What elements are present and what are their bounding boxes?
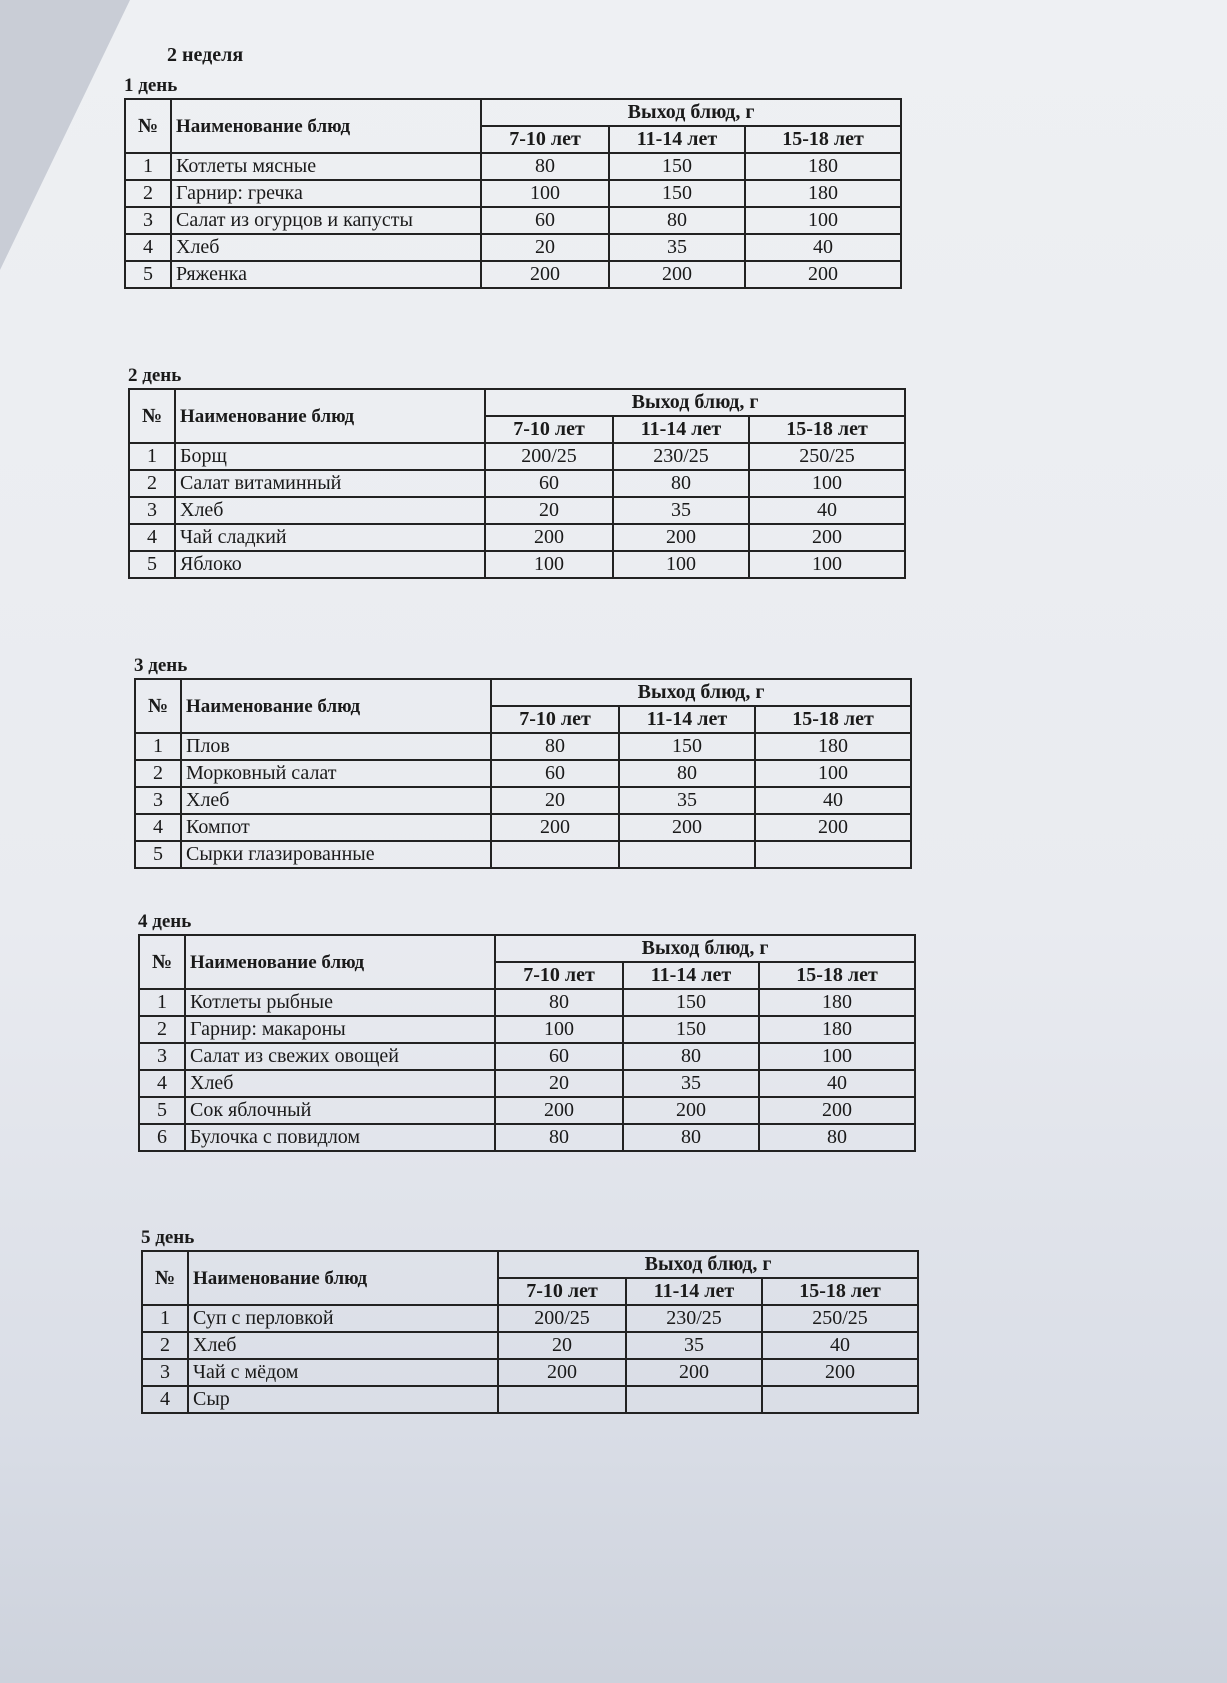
header-age: 15-18 лет [762, 1278, 918, 1305]
portion-7-10: 60 [491, 760, 619, 787]
row-num: 5 [135, 841, 181, 868]
table-row [142, 1332, 918, 1359]
header-age: 11-14 лет [613, 416, 749, 443]
portion-11-14 [619, 841, 755, 868]
header-age: 15-18 лет [755, 706, 911, 733]
dish-name: Сок яблочный [185, 1097, 495, 1124]
table-row [125, 180, 901, 207]
header-num: № [142, 1251, 188, 1305]
portion-11-14: 200 [626, 1359, 762, 1386]
portion-15-18: 200 [759, 1097, 915, 1124]
portion-15-18: 250/25 [749, 443, 905, 470]
table-row [142, 1305, 918, 1332]
portion-15-18: 80 [759, 1124, 915, 1151]
header-num: № [125, 99, 171, 153]
row-num: 1 [139, 989, 185, 1016]
header-name: Наименование блюд [181, 679, 491, 733]
row-num: 4 [129, 524, 175, 551]
portion-15-18: 100 [749, 470, 905, 497]
portion-11-14: 80 [623, 1124, 759, 1151]
portion-15-18: 180 [755, 733, 911, 760]
header-row [125, 99, 901, 126]
row-num: 2 [129, 470, 175, 497]
row-num: 5 [129, 551, 175, 578]
portion-11-14: 35 [626, 1332, 762, 1359]
header-num: № [139, 935, 185, 989]
table-row [135, 760, 911, 787]
portion-15-18: 180 [759, 1016, 915, 1043]
table-row [129, 524, 905, 551]
menu-table [138, 934, 916, 1152]
portion-15-18: 40 [759, 1070, 915, 1097]
dish-name: Хлеб [185, 1070, 495, 1097]
header-name: Наименование блюд [175, 389, 485, 443]
folded-corner [0, 0, 130, 270]
portion-11-14: 100 [613, 551, 749, 578]
menu-table [124, 98, 902, 289]
row-num: 6 [139, 1124, 185, 1151]
header-age: 11-14 лет [623, 962, 759, 989]
dish-name: Котлеты рыбные [185, 989, 495, 1016]
row-num: 3 [135, 787, 181, 814]
header-age: 7-10 лет [481, 126, 609, 153]
dish-name: Котлеты мясные [171, 153, 481, 180]
table-row [135, 787, 911, 814]
portion-7-10: 20 [495, 1070, 623, 1097]
dish-name: Хлеб [188, 1332, 498, 1359]
menu-table [134, 678, 912, 869]
row-num: 2 [125, 180, 171, 207]
dish-name: Яблоко [175, 551, 485, 578]
portion-11-14: 150 [609, 180, 745, 207]
table-row [139, 1016, 915, 1043]
header-age: 7-10 лет [498, 1278, 626, 1305]
row-num: 3 [125, 207, 171, 234]
portion-15-18: 100 [745, 207, 901, 234]
portion-11-14: 230/25 [613, 443, 749, 470]
dish-name: Сыр [188, 1386, 498, 1413]
portion-11-14: 200 [619, 814, 755, 841]
header-age: 15-18 лет [749, 416, 905, 443]
portion-7-10: 20 [498, 1332, 626, 1359]
portion-15-18: 250/25 [762, 1305, 918, 1332]
day-label: 1 день [124, 75, 178, 96]
row-num: 1 [129, 443, 175, 470]
table-row [142, 1386, 918, 1413]
portion-15-18: 200 [745, 261, 901, 288]
dish-name: Гарнир: макароны [185, 1016, 495, 1043]
menu-table [128, 388, 906, 579]
dish-name: Плов [181, 733, 491, 760]
portion-11-14 [626, 1386, 762, 1413]
dish-name: Борщ [175, 443, 485, 470]
portion-11-14: 150 [623, 989, 759, 1016]
table-row [135, 814, 911, 841]
portion-11-14: 230/25 [626, 1305, 762, 1332]
dish-name: Салат из огурцов и капусты [171, 207, 481, 234]
portion-11-14: 35 [609, 234, 745, 261]
header-name: Наименование блюд [188, 1251, 498, 1305]
table-row [139, 1097, 915, 1124]
dish-name: Чай сладкий [175, 524, 485, 551]
dish-name: Ряженка [171, 261, 481, 288]
portion-7-10: 20 [491, 787, 619, 814]
portion-15-18: 40 [749, 497, 905, 524]
portion-7-10 [498, 1386, 626, 1413]
portion-7-10: 200/25 [485, 443, 613, 470]
table-row [135, 841, 911, 868]
header-age: 11-14 лет [619, 706, 755, 733]
table-row [129, 443, 905, 470]
day-label: 3 день [134, 655, 188, 676]
portion-7-10: 80 [491, 733, 619, 760]
table-row [129, 551, 905, 578]
row-num: 3 [129, 497, 175, 524]
portion-7-10: 60 [495, 1043, 623, 1070]
portion-11-14: 80 [613, 470, 749, 497]
day-label: 4 день [138, 911, 192, 932]
row-num: 4 [142, 1386, 188, 1413]
table-row [139, 989, 915, 1016]
portion-11-14: 35 [619, 787, 755, 814]
day-section [124, 76, 904, 289]
portion-15-18: 200 [755, 814, 911, 841]
header-output-group: Выход блюд, г [498, 1251, 918, 1278]
header-num: № [135, 679, 181, 733]
row-num: 2 [135, 760, 181, 787]
header-age: 7-10 лет [495, 962, 623, 989]
portion-15-18 [762, 1386, 918, 1413]
dish-name: Салат из свежих овощей [185, 1043, 495, 1070]
portion-7-10 [491, 841, 619, 868]
portion-7-10: 60 [481, 207, 609, 234]
portion-7-10: 100 [481, 180, 609, 207]
portion-7-10: 80 [495, 989, 623, 1016]
day-label: 5 день [141, 1227, 195, 1248]
header-age: 15-18 лет [745, 126, 901, 153]
table-row [139, 1070, 915, 1097]
portion-11-14: 150 [623, 1016, 759, 1043]
header-num: № [129, 389, 175, 443]
header-row [129, 389, 905, 416]
day-section [141, 1228, 921, 1414]
portion-15-18: 100 [755, 760, 911, 787]
header-output-group: Выход блюд, г [481, 99, 901, 126]
header-output-group: Выход блюд, г [495, 935, 915, 962]
portion-15-18: 40 [745, 234, 901, 261]
row-num: 4 [125, 234, 171, 261]
dish-name: Булочка с повидлом [185, 1124, 495, 1151]
page-title: 2 неделя [167, 44, 244, 66]
dish-name: Чай с мёдом [188, 1359, 498, 1386]
row-num: 4 [139, 1070, 185, 1097]
portion-11-14: 200 [613, 524, 749, 551]
portion-15-18 [755, 841, 911, 868]
portion-11-14: 150 [619, 733, 755, 760]
header-row [139, 935, 915, 962]
row-num: 5 [139, 1097, 185, 1124]
header-row [142, 1251, 918, 1278]
table-row [125, 261, 901, 288]
row-num: 5 [125, 261, 171, 288]
dish-name: Сырки глазированные [181, 841, 491, 868]
day-section [134, 656, 914, 869]
portion-7-10: 200 [491, 814, 619, 841]
dish-name: Суп с перловкой [188, 1305, 498, 1332]
header-age: 15-18 лет [759, 962, 915, 989]
day-label: 2 день [128, 365, 182, 386]
portion-7-10: 60 [485, 470, 613, 497]
row-num: 3 [142, 1359, 188, 1386]
dish-name: Морковный салат [181, 760, 491, 787]
header-age: 7-10 лет [491, 706, 619, 733]
portion-15-18: 180 [759, 989, 915, 1016]
row-num: 1 [135, 733, 181, 760]
portion-11-14: 150 [609, 153, 745, 180]
header-age: 11-14 лет [626, 1278, 762, 1305]
table-row [129, 497, 905, 524]
header-row [135, 679, 911, 706]
header-name: Наименование блюд [185, 935, 495, 989]
portion-7-10: 20 [481, 234, 609, 261]
dish-name: Компот [181, 814, 491, 841]
portion-11-14: 80 [623, 1043, 759, 1070]
row-num: 2 [139, 1016, 185, 1043]
portion-7-10: 20 [485, 497, 613, 524]
day-section [128, 366, 908, 579]
portion-11-14: 35 [613, 497, 749, 524]
row-num: 2 [142, 1332, 188, 1359]
dish-name: Салат витаминный [175, 470, 485, 497]
dish-name: Хлеб [181, 787, 491, 814]
dish-name: Гарнир: гречка [171, 180, 481, 207]
portion-7-10: 80 [481, 153, 609, 180]
portion-7-10: 100 [485, 551, 613, 578]
row-num: 1 [125, 153, 171, 180]
portion-11-14: 35 [623, 1070, 759, 1097]
table-row [139, 1043, 915, 1070]
header-age: 11-14 лет [609, 126, 745, 153]
portion-7-10: 200 [498, 1359, 626, 1386]
row-num: 1 [142, 1305, 188, 1332]
table-row [142, 1359, 918, 1386]
table-row [125, 234, 901, 261]
portion-11-14: 80 [619, 760, 755, 787]
table-row [139, 1124, 915, 1151]
table-row [135, 733, 911, 760]
portion-7-10: 200 [485, 524, 613, 551]
portion-7-10: 100 [495, 1016, 623, 1043]
portion-15-18: 200 [762, 1359, 918, 1386]
portion-7-10: 80 [495, 1124, 623, 1151]
dish-name: Хлеб [171, 234, 481, 261]
portion-11-14: 200 [623, 1097, 759, 1124]
header-output-group: Выход блюд, г [485, 389, 905, 416]
portion-15-18: 180 [745, 153, 901, 180]
day-section [138, 912, 918, 1152]
menu-table [141, 1250, 919, 1414]
portion-11-14: 80 [609, 207, 745, 234]
portion-15-18: 100 [749, 551, 905, 578]
portion-15-18: 200 [749, 524, 905, 551]
portion-7-10: 200/25 [498, 1305, 626, 1332]
header-age: 7-10 лет [485, 416, 613, 443]
portion-15-18: 180 [745, 180, 901, 207]
row-num: 4 [135, 814, 181, 841]
header-name: Наименование блюд [171, 99, 481, 153]
row-num: 3 [139, 1043, 185, 1070]
portion-15-18: 40 [762, 1332, 918, 1359]
portion-11-14: 200 [609, 261, 745, 288]
table-row [129, 470, 905, 497]
portion-15-18: 40 [755, 787, 911, 814]
table-row [125, 207, 901, 234]
header-output-group: Выход блюд, г [491, 679, 911, 706]
portion-7-10: 200 [495, 1097, 623, 1124]
table-row [125, 153, 901, 180]
portion-7-10: 200 [481, 261, 609, 288]
dish-name: Хлеб [175, 497, 485, 524]
portion-15-18: 100 [759, 1043, 915, 1070]
